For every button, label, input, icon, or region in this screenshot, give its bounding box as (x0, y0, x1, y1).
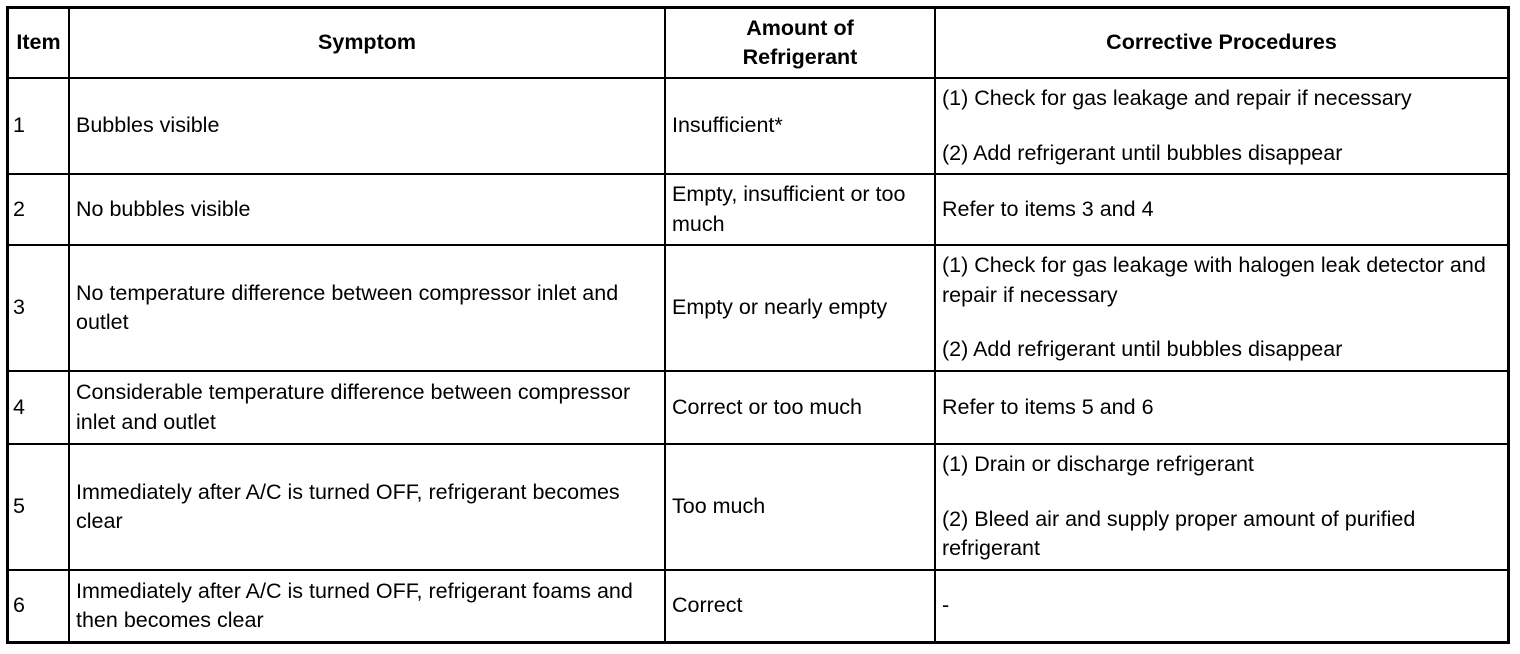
symptom-cell: Bubbles visible (69, 78, 665, 174)
table-row (8, 78, 1508, 174)
symptom-cell: Immediately after A/C is turned OFF, refrigerant foams and then becomes clear (69, 570, 665, 642)
item-number: 5 (8, 444, 69, 570)
header-symptom: Symptom (69, 8, 665, 78)
refrigerant-diagnosis-table (7, 7, 1509, 643)
procedures-cell (935, 78, 1508, 174)
procedure-step: (1) Check for gas leakage with halogen leak detector and repair if necessary (942, 253, 1486, 307)
amount-cell: Insufficient* (665, 78, 935, 174)
item-number: 6 (8, 570, 69, 642)
header-procedures: Corrective Procedures (935, 8, 1508, 78)
item-number: 4 (8, 371, 69, 444)
procedures-cell (935, 371, 1508, 444)
procedures-cell (935, 174, 1508, 245)
amount-cell: Empty or nearly empty (665, 245, 935, 371)
header-item: Item (8, 8, 69, 78)
item-number: 2 (8, 174, 69, 245)
procedure-step: - (942, 593, 950, 618)
header-amount-line2: Refrigerant (742, 45, 858, 69)
symptom-cell: No temperature difference between compressor inlet and outlet (69, 245, 665, 371)
table-header-row (8, 8, 1508, 78)
item-number: 1 (8, 78, 69, 174)
header-amount (665, 8, 935, 78)
procedure-step: (1) Check for gas leakage and repair if necessary (942, 86, 1412, 110)
symptom-cell: Considerable temperature difference between compressor inlet and outlet (69, 371, 665, 444)
procedure-step: (2) Add refrigerant until bubbles disappear (942, 140, 1343, 165)
item-number: 3 (8, 245, 69, 371)
amount-cell: Correct or too much (665, 371, 935, 444)
table-row (8, 245, 1508, 371)
amount-cell: Empty, insufficient or too much (665, 174, 935, 245)
header-amount-line1: Amount of (746, 15, 854, 40)
amount-cell: Correct (665, 570, 935, 642)
symptom-cell: Immediately after A/C is turned OFF, refrigerant becomes clear (69, 444, 665, 570)
procedures-cell (935, 570, 1508, 642)
procedures-cell (935, 444, 1508, 570)
amount-cell: Too much (665, 444, 935, 570)
table-row (8, 444, 1508, 570)
procedure-step: Refer to items 3 and 4 (942, 196, 1154, 221)
procedure-step: Refer to items 5 and 6 (942, 394, 1154, 419)
table-row (8, 570, 1508, 642)
procedure-step: (1) Drain or discharge refrigerant (942, 452, 1254, 477)
symptom-cell: No bubbles visible (69, 174, 665, 245)
procedure-step: (2) Add refrigerant until bubbles disappear (942, 337, 1343, 362)
procedure-step: (2) Bleed air and supply proper amount of purified refrigerant (942, 506, 1416, 561)
procedures-cell (935, 245, 1508, 371)
table-row (8, 371, 1508, 444)
table-row (8, 174, 1508, 245)
